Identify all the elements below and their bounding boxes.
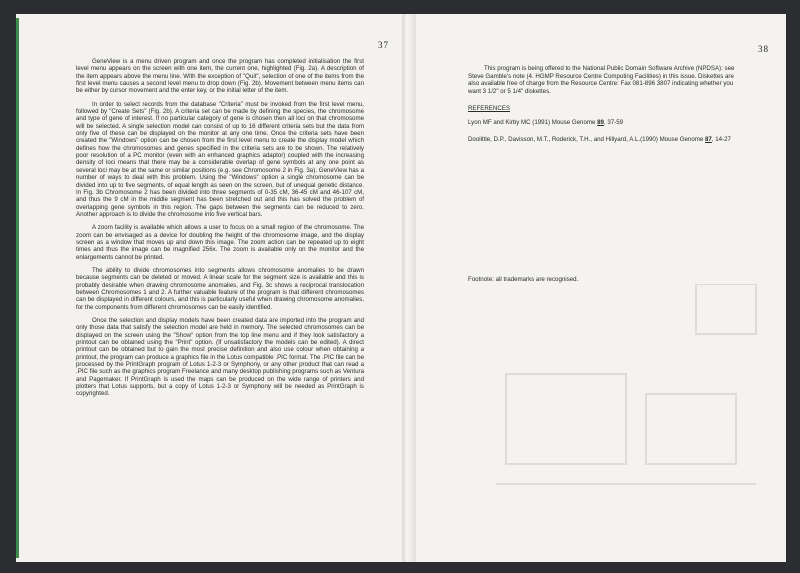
book-spread — [16, 14, 786, 562]
page-number-right: 38 — [758, 44, 769, 54]
page-number-left: 37 — [378, 40, 389, 50]
right-page-body — [468, 65, 746, 154]
show-through-illustration — [476, 284, 776, 524]
page-edge-strip — [16, 18, 19, 558]
reference-item — [468, 119, 746, 127]
footnote: Footnote: all trademarks are recognised. — [468, 276, 579, 283]
paragraph: A zoom facility is available which allows a user to focus on a small region of the chromosome. The zoom can be envisaged as a device for doubling the height of the chromosome image, and the display screen as a window that moves up and down this image. The zoom action can be repeated up to eight times and thus the image can be magnified 256x. The zoom is available only on the monitor and the enlargements cannot be printed. — [76, 224, 364, 261]
availability-paragraph: This program is being offered to the National Public Domain Software Archive (NPDSA): see Steve Gamble's note (4. HGMP Resource Centre Computing Facilities) in this issue. Diskettes are also available free of charge from the Resource Centre: Fax 081-896 3807 indicating whether you want 3 1/2" or 5 1/4" diskettes. — [468, 65, 735, 95]
reference-volume: 89 — [597, 118, 604, 126]
left-page — [16, 14, 402, 562]
book-gutter — [402, 14, 416, 562]
references-heading: REFERENCES — [468, 105, 510, 112]
reference-item — [468, 136, 746, 144]
left-page-body — [76, 58, 364, 404]
reference-text: Lyon MF and Kirby MC (1991) Mouse Genome — [468, 118, 596, 126]
reference-text: Doolittle, D.P., Davisson, M.T., Roderick, T.H., and Hillyard, A.L.(1990) Mouse Genome — [468, 136, 704, 143]
paragraph: Once the selection and display models have been created data are imported into the program and only those data that satisfy the selection model are held in memory. The selected chromosomes can be displayed on the screen using the "Show" option from the top line menu and if they look satisfactory a printout can be obtained using the "Print" option. (If unsatisfactory the models can be edited). A direct printout can be obtained but to gain the most precise definition and also use colour when obtaining a printout, the program can produce a graphics file in the Lotus compatible .PIC format. The .PIC file can be processed by the PrintGraph program of Lotus 1-2-3 or Symphony, or any other product that can read a .PIC file such as the graphics program Freelance and many desktop publishing programs such as Ventura and Pagemaker. If PrintGraph is used the maps can be produced on the wide range of printers and plotters that Lotus supports, but a copy of Lotus 1-2-3 or Symphony will be needed as PrintGraph is copyrighted. — [76, 317, 364, 398]
reference-pages: , 14-27 — [711, 136, 731, 143]
paragraph: In order to select records from the database "Criteria" must be invoked from the first level menu, followed by "Create Sets" (Fig. 2b). A criteria set can be made by defining the species, the chromosome and type of gene of interest. If no particular category of gene is chosen then all loci on that chromosome will be selected. A single selection model can consist of up to 16 different criteria sets but the data from only five of these can be displayed on the monitor at any one time. Once the criteria sets have been created the "Windows" option can be chosen from the first level menu to create the display model which defines how the chromosomes and genes specified in the criteria sets are to be shown. The relatively poor resolution of a PC monitor (even with an enhanced graphics adaptor) coupled with the increasing density of loci means that there may be a considerable overlap of gene symbols at any one point as several loci may be at the same or similar positions (e.g. see Chromosome 2 in Fig. 3a). GeneView has a number of ways to deal with this problem. Using the "Windows" option a single chromosome can be divided into up to five segments, of equal length as seen on the screen, but of unequal genetic distance. In Fig. 3b Chromosome 2 has been divided into three segments of 0-35 cM, 36-45 cM and 46-107 cM, and thus the 9 cM in the middle segment has been stretched out and this has solved the problem of overlapping gene symbols in this region. The gaps between the segments can be reduced to zero. Another approach is to divide the chromosome into five vertical bars. — [76, 100, 364, 218]
reference-pages: , 37-59 — [603, 118, 624, 126]
paragraph: GeneView is a menu driven program and once the program has completed initialisation the first level menu appears on the screen with one item, the current one, highlighted (Fig. 2a). A description of the item appears above the menu line. With the exception of "Quit", selection of one of the items from the first level menu causes a second level menu to drop down (Fig. 2b). Movement between menu items can be either by cursor movement and the enter key, or the initial letter of the item. — [76, 58, 364, 95]
paragraph: The ability to divide chromosomes into segments allows chromosome anomalies to be drawn because segments can be deleted or moved. A linear scale for the segment size is available and this is probably desirable when drawing chromosome anomalies, and Fig. 3c shows a reciprocal translocation between Chromosomes 1 and 2. A further valuable feature of the program is that different chromosomes can be displayed in different colours, and this is particularly useful when drawing chromosome anomalies, for the components from different chromosomes can be easily identified. — [76, 266, 364, 311]
reference-volume: 87 — [704, 136, 712, 143]
